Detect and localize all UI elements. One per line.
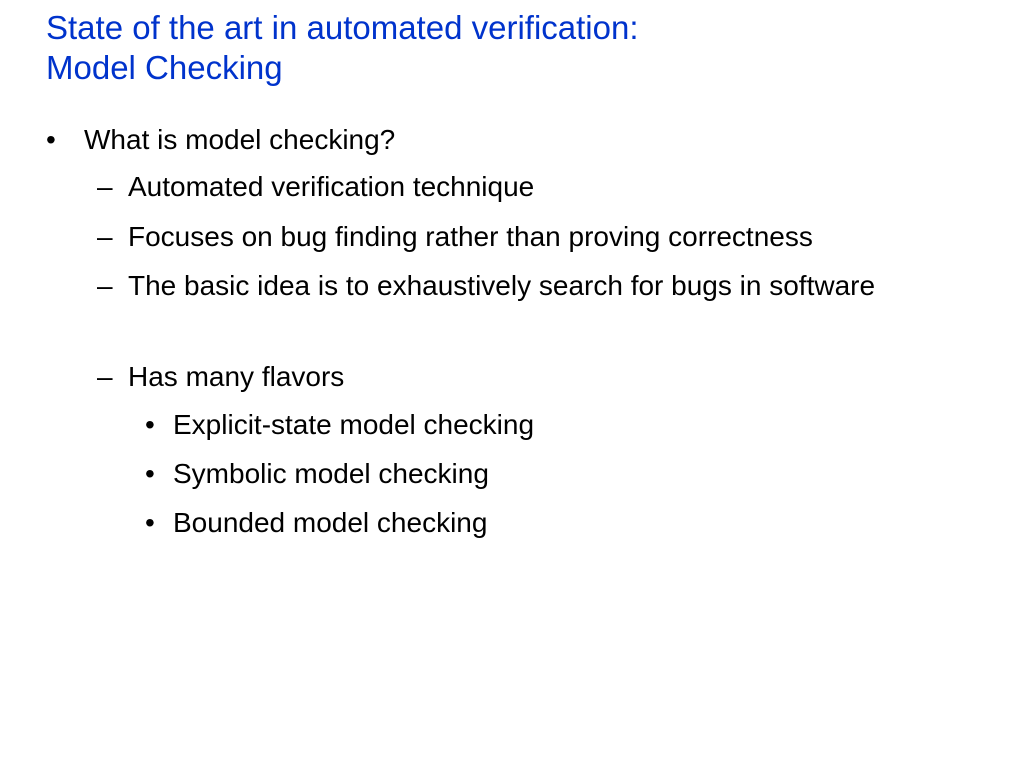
- slide-title-line-1: State of the art in automated verification:: [46, 9, 639, 46]
- bullet-marker: •: [145, 409, 155, 440]
- dash-marker: –: [97, 221, 113, 252]
- dash-marker: –: [97, 171, 113, 202]
- bullet-text: The basic idea is to exhaustively search for bugs in software: [128, 270, 876, 301]
- dash-marker: –: [97, 270, 113, 301]
- bullet-marker: •: [145, 507, 155, 538]
- slide-title-line-2: Model Checking: [46, 49, 283, 86]
- dash-marker: –: [97, 361, 113, 392]
- bullet-text: Automated verification technique: [128, 171, 535, 202]
- bullet-text: What is model checking?: [84, 124, 396, 155]
- bullet-text: Explicit-state model checking: [173, 409, 535, 440]
- bullet-text: Focuses on bug finding rather than proving correctness: [128, 221, 813, 252]
- bullet-text: Has many flavors: [128, 361, 345, 392]
- bullet-text: Symbolic model checking: [173, 458, 489, 489]
- bullet-text: Bounded model checking: [173, 507, 488, 538]
- bullet-marker: •: [145, 458, 155, 489]
- bullet-marker: •: [46, 124, 56, 155]
